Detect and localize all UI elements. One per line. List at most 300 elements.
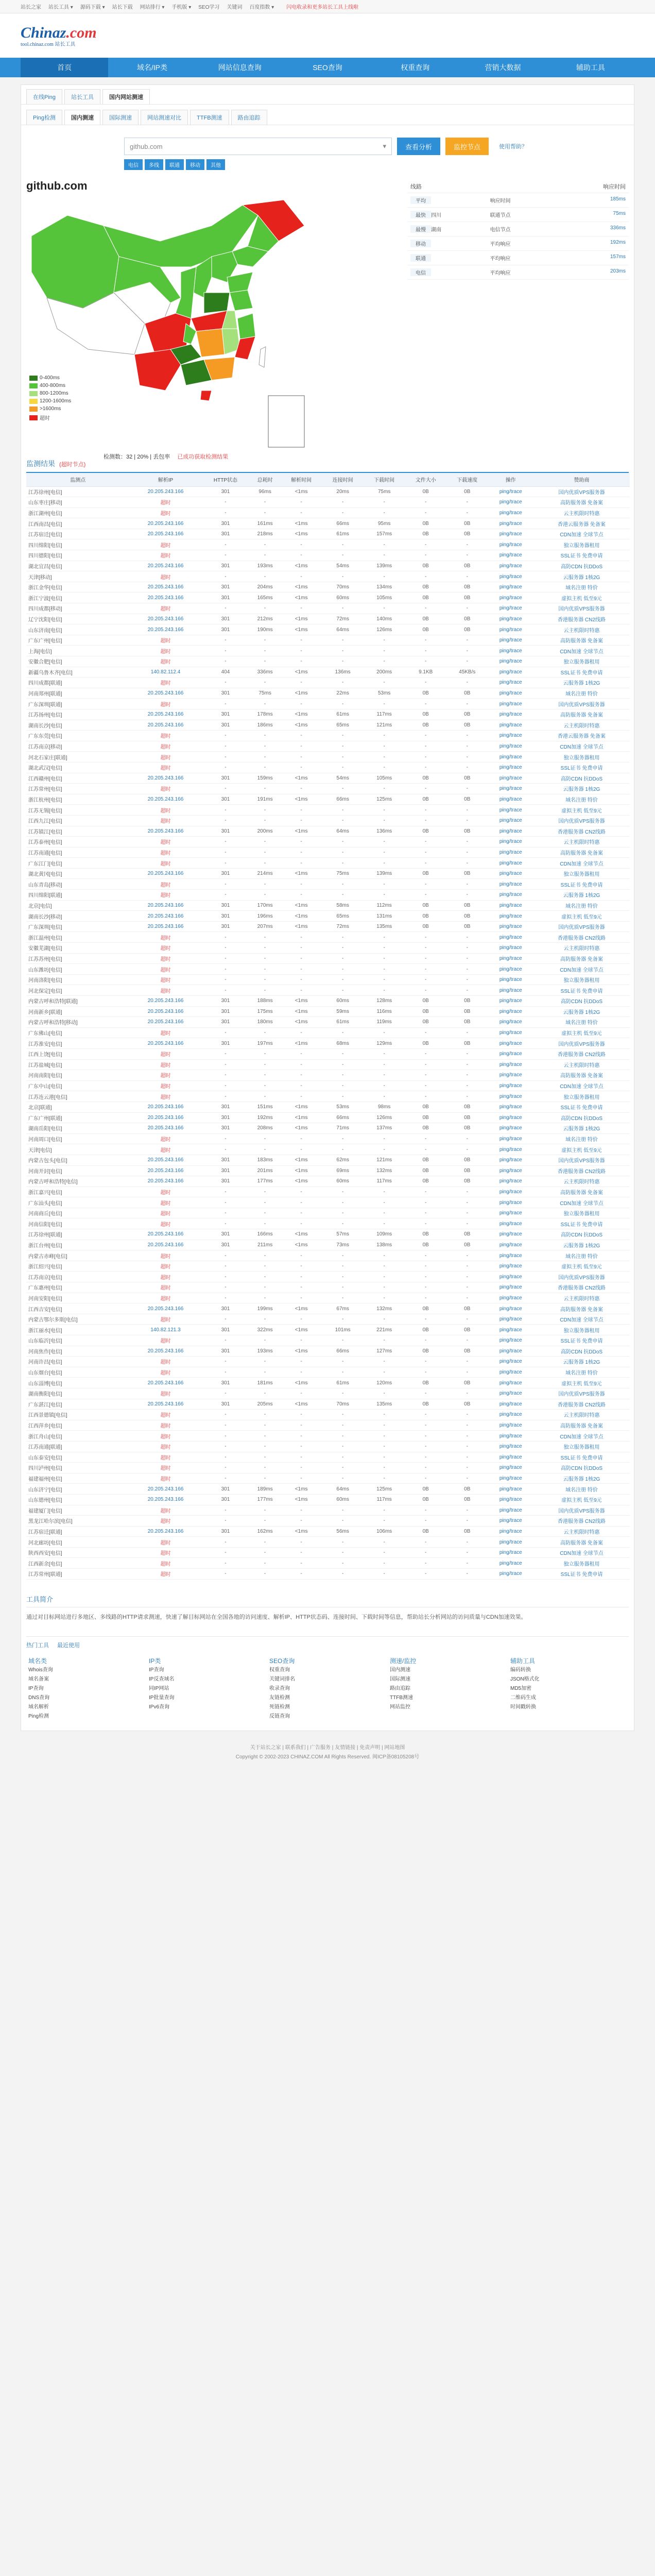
ping-trace-link[interactable]: ping/trace bbox=[488, 985, 533, 996]
sponsor-link[interactable]: 高防CDN 抗DDoS bbox=[533, 1229, 630, 1240]
ping-trace-link[interactable]: ping/trace bbox=[488, 996, 533, 1007]
ping-trace-link[interactable]: ping/trace bbox=[488, 539, 533, 550]
sponsor-link[interactable]: 香港服务器 CN2线路 bbox=[533, 1399, 630, 1410]
ping-trace-link[interactable]: ping/trace bbox=[488, 1080, 533, 1091]
resolved-ip[interactable]: 超时 bbox=[130, 1367, 202, 1378]
category-link[interactable]: 域名备案 bbox=[28, 1676, 49, 1682]
sponsor-link[interactable]: 高防CDN 抗DDoS bbox=[533, 1346, 630, 1357]
resolved-ip[interactable]: 超时 bbox=[130, 974, 202, 985]
resolved-ip[interactable]: 超时 bbox=[130, 762, 202, 773]
resolved-ip[interactable]: 超时 bbox=[130, 1091, 202, 1102]
top-link[interactable]: 网站排行 ▾ bbox=[140, 5, 165, 10]
ping-trace-link[interactable]: ping/trace bbox=[488, 1505, 533, 1516]
region-hubei[interactable] bbox=[191, 311, 227, 331]
breadcrumb-tab[interactable]: 国内网站测速 bbox=[102, 89, 150, 104]
ping-trace-link[interactable]: ping/trace bbox=[488, 1197, 533, 1208]
category-link[interactable]: 关键词排名 bbox=[269, 1676, 295, 1682]
sponsor-link[interactable]: CDN加速 全球节点 bbox=[533, 964, 630, 975]
sponsor-link[interactable]: 域名注册 特价 bbox=[533, 1250, 630, 1261]
sponsor-link[interactable]: 虚拟主机 低至9元 bbox=[533, 1027, 630, 1038]
ping-trace-link[interactable]: ping/trace bbox=[488, 699, 533, 709]
ping-trace-link[interactable]: ping/trace bbox=[488, 1388, 533, 1399]
sponsor-link[interactable]: 独立服务器租用 bbox=[533, 868, 630, 879]
sponsor-link[interactable]: 国内优质VPS服务器 bbox=[533, 921, 630, 932]
nav-item[interactable]: 辅助工具 bbox=[576, 63, 605, 72]
sponsor-link[interactable]: 云服务器 1核2G bbox=[533, 1473, 630, 1484]
resolved-ip[interactable]: 20.205.243.166 bbox=[130, 614, 202, 624]
ping-trace-link[interactable]: ping/trace bbox=[488, 497, 533, 508]
ping-trace-link[interactable]: ping/trace bbox=[488, 1431, 533, 1442]
resolved-ip[interactable]: 20.205.243.166 bbox=[130, 624, 202, 635]
sponsor-link[interactable]: SSL证书 免费申请 bbox=[533, 879, 630, 890]
ping-trace-link[interactable]: ping/trace bbox=[488, 1187, 533, 1197]
ping-trace-link[interactable]: ping/trace bbox=[488, 603, 533, 614]
sponsor-link[interactable]: 独立服务器租用 bbox=[533, 539, 630, 550]
ping-trace-link[interactable]: ping/trace bbox=[488, 1357, 533, 1367]
ping-trace-link[interactable]: ping/trace bbox=[488, 826, 533, 837]
ping-trace-link[interactable]: ping/trace bbox=[488, 762, 533, 773]
top-link[interactable]: 源码下载 ▾ bbox=[80, 5, 105, 10]
sponsor-link[interactable]: 高防服务器 免备案 bbox=[533, 497, 630, 508]
sponsor-link[interactable]: 国内优质VPS服务器 bbox=[533, 1038, 630, 1049]
sponsor-link[interactable]: 国内优质VPS服务器 bbox=[533, 815, 630, 826]
resolved-ip[interactable]: 超时 bbox=[130, 1293, 202, 1303]
tool-tab[interactable]: 国际测速 bbox=[102, 110, 139, 125]
resolved-ip[interactable]: 超时 bbox=[130, 1441, 202, 1452]
sponsor-link[interactable]: CDN加速 全球节点 bbox=[533, 1314, 630, 1325]
line-chip[interactable]: 移动 bbox=[186, 159, 204, 170]
sponsor-link[interactable]: 高防CDN 抗DDoS bbox=[533, 1112, 630, 1123]
ping-trace-link[interactable]: ping/trace bbox=[488, 1473, 533, 1484]
category-link[interactable]: 时间戳转换 bbox=[510, 1704, 536, 1710]
sponsor-link[interactable]: 虚拟主机 低至9元 bbox=[533, 805, 630, 816]
ping-trace-link[interactable]: ping/trace bbox=[488, 561, 533, 571]
ping-trace-link[interactable]: ping/trace bbox=[488, 529, 533, 539]
ping-trace-link[interactable]: ping/trace bbox=[488, 1293, 533, 1303]
sponsor-link[interactable]: 云服务器 1核2G bbox=[533, 1123, 630, 1134]
resolved-ip[interactable]: 超时 bbox=[130, 805, 202, 816]
category-link[interactable]: TTFB测速 bbox=[390, 1694, 413, 1701]
sponsor-link[interactable]: 云主机限时特惠 bbox=[533, 624, 630, 635]
ping-trace-link[interactable]: ping/trace bbox=[488, 1569, 533, 1580]
ping-trace-link[interactable]: ping/trace bbox=[488, 1367, 533, 1378]
resolved-ip[interactable]: 超时 bbox=[130, 1080, 202, 1091]
resolved-ip[interactable]: 20.205.243.166 bbox=[130, 518, 202, 529]
sponsor-link[interactable]: 独立服务器租用 bbox=[533, 752, 630, 762]
resolved-ip[interactable]: 20.205.243.166 bbox=[130, 921, 202, 932]
sponsor-link[interactable]: 香港云服务器 免备案 bbox=[533, 731, 630, 741]
sponsor-link[interactable]: 独立服务器租用 bbox=[533, 974, 630, 985]
resolved-ip[interactable]: 20.205.243.166 bbox=[130, 1526, 202, 1537]
ping-trace-link[interactable]: ping/trace bbox=[488, 1399, 533, 1410]
sponsor-link[interactable]: SSL证书 免费申请 bbox=[533, 1218, 630, 1229]
ping-trace-link[interactable]: ping/trace bbox=[488, 1165, 533, 1176]
sponsor-link[interactable]: 独立服务器租用 bbox=[533, 1091, 630, 1102]
resolved-ip[interactable]: 超时 bbox=[130, 837, 202, 848]
ping-trace-link[interactable]: ping/trace bbox=[488, 837, 533, 848]
sponsor-link[interactable]: CDN加速 全球节点 bbox=[533, 1431, 630, 1442]
resolved-ip[interactable]: 超时 bbox=[130, 847, 202, 858]
resolved-ip[interactable]: 超时 bbox=[130, 1187, 202, 1197]
resolved-ip[interactable]: 超时 bbox=[130, 1463, 202, 1473]
category-link[interactable]: 权重查询 bbox=[269, 1667, 290, 1673]
category-link[interactable]: 域名解析 bbox=[28, 1704, 49, 1710]
resolved-ip[interactable]: 20.205.243.166 bbox=[130, 794, 202, 805]
resolved-ip[interactable]: 20.205.243.166 bbox=[130, 1155, 202, 1165]
ping-trace-link[interactable]: ping/trace bbox=[488, 752, 533, 762]
resolved-ip[interactable]: 超时 bbox=[130, 1537, 202, 1548]
ping-trace-link[interactable]: ping/trace bbox=[488, 974, 533, 985]
resolved-ip[interactable]: 超时 bbox=[130, 953, 202, 964]
resolved-ip[interactable]: 20.205.243.166 bbox=[130, 1346, 202, 1357]
sponsor-link[interactable]: SSL证书 免费申请 bbox=[533, 762, 630, 773]
sponsor-link[interactable]: SSL证书 免费申请 bbox=[533, 1452, 630, 1463]
resolved-ip[interactable]: 超时 bbox=[130, 1261, 202, 1272]
resolved-ip[interactable]: 超时 bbox=[130, 943, 202, 954]
top-link[interactable]: SEO学习 bbox=[198, 5, 220, 10]
ping-trace-link[interactable]: ping/trace bbox=[488, 1314, 533, 1325]
resolved-ip[interactable]: 超时 bbox=[130, 1505, 202, 1516]
url-input[interactable]: github.com ▾ bbox=[124, 138, 392, 155]
resolved-ip[interactable]: 140.82.112.4 bbox=[130, 667, 202, 677]
resolved-ip[interactable]: 20.205.243.166 bbox=[130, 592, 202, 603]
category-link[interactable]: 编码转换 bbox=[510, 1667, 531, 1673]
sponsor-link[interactable]: 香港服务器 CN2线路 bbox=[533, 826, 630, 837]
ping-trace-link[interactable]: ping/trace bbox=[488, 1048, 533, 1059]
nav-item[interactable]: 网站信息查询 bbox=[218, 63, 262, 72]
category-link[interactable]: 二维码生成 bbox=[510, 1694, 536, 1701]
top-link[interactable]: 百度指数 ▾ bbox=[249, 5, 274, 10]
resolved-ip[interactable]: 20.205.243.166 bbox=[130, 1006, 202, 1017]
ping-trace-link[interactable]: ping/trace bbox=[488, 911, 533, 922]
resolved-ip[interactable]: 20.205.243.166 bbox=[130, 1038, 202, 1049]
sponsor-link[interactable]: 独立服务器租用 bbox=[533, 1325, 630, 1335]
line-chip[interactable]: 多线 bbox=[145, 159, 163, 170]
resolved-ip[interactable]: 超时 bbox=[130, 1473, 202, 1484]
ping-trace-link[interactable]: ping/trace bbox=[488, 1261, 533, 1272]
ping-trace-link[interactable]: ping/trace bbox=[488, 507, 533, 518]
ping-trace-link[interactable]: ping/trace bbox=[488, 741, 533, 752]
sponsor-link[interactable]: 高防CDN 抗DDoS bbox=[533, 996, 630, 1007]
monitor-button[interactable]: 监控节点 bbox=[445, 138, 489, 155]
resolved-ip[interactable]: 超时 bbox=[130, 1070, 202, 1081]
category-link[interactable]: Whois查询 bbox=[28, 1667, 53, 1673]
resolved-ip[interactable]: 20.205.243.166 bbox=[130, 996, 202, 1007]
resolved-ip[interactable]: 超时 bbox=[130, 571, 202, 582]
top-notice[interactable]: 闪电收录和更多站长工具上线啦 bbox=[286, 5, 359, 10]
ping-trace-link[interactable]: ping/trace bbox=[488, 667, 533, 677]
sponsor-link[interactable]: 虚拟主机 低至9元 bbox=[533, 911, 630, 922]
ping-trace-link[interactable]: ping/trace bbox=[488, 635, 533, 646]
ping-trace-link[interactable]: ping/trace bbox=[488, 879, 533, 890]
category-link[interactable]: 友链检测 bbox=[269, 1694, 290, 1701]
sponsor-link[interactable]: SSL证书 免费申请 bbox=[533, 985, 630, 996]
ping-trace-link[interactable]: ping/trace bbox=[488, 1218, 533, 1229]
ping-trace-link[interactable]: ping/trace bbox=[488, 794, 533, 805]
sponsor-link[interactable]: 域名注册 特价 bbox=[533, 900, 630, 911]
region-yunnan[interactable] bbox=[134, 349, 181, 391]
region-taiwan[interactable] bbox=[259, 347, 266, 367]
resolved-ip[interactable]: 超时 bbox=[130, 1388, 202, 1399]
sponsor-link[interactable]: 高防服务器 免备案 bbox=[533, 953, 630, 964]
resolved-ip[interactable]: 超时 bbox=[130, 646, 202, 656]
category-link[interactable]: IP反查域名 bbox=[149, 1676, 175, 1682]
resolved-ip[interactable]: 超时 bbox=[130, 1144, 202, 1155]
ping-trace-link[interactable]: ping/trace bbox=[488, 720, 533, 731]
sponsor-link[interactable]: 域名注册 特价 bbox=[533, 582, 630, 592]
breadcrumb-tab[interactable]: 在线Ping bbox=[26, 89, 62, 104]
resolved-ip[interactable]: 超时 bbox=[130, 1314, 202, 1325]
ping-trace-link[interactable]: ping/trace bbox=[488, 1410, 533, 1420]
category-tab[interactable]: 热门工具 bbox=[26, 1642, 49, 1649]
category-link[interactable]: 网站监控 bbox=[390, 1704, 410, 1710]
ping-trace-link[interactable]: ping/trace bbox=[488, 1282, 533, 1293]
resolved-ip[interactable]: 超时 bbox=[130, 985, 202, 996]
resolved-ip[interactable]: 超时 bbox=[130, 1282, 202, 1293]
resolved-ip[interactable]: 20.205.243.166 bbox=[130, 1123, 202, 1134]
ping-trace-link[interactable]: ping/trace bbox=[488, 921, 533, 932]
ping-trace-link[interactable]: ping/trace bbox=[488, 1452, 533, 1463]
ping-trace-link[interactable]: ping/trace bbox=[488, 1059, 533, 1070]
sponsor-link[interactable]: 虚拟主机 低至9元 bbox=[533, 1378, 630, 1388]
resolved-ip[interactable]: 20.205.243.166 bbox=[130, 868, 202, 879]
sponsor-link[interactable]: 云服务器 1核2G bbox=[533, 677, 630, 688]
resolved-ip[interactable]: 超时 bbox=[130, 731, 202, 741]
resolved-ip[interactable]: 超时 bbox=[130, 879, 202, 890]
line-chip[interactable]: 电信 bbox=[124, 159, 143, 170]
sponsor-link[interactable]: 高防服务器 免备案 bbox=[533, 1537, 630, 1548]
ping-trace-link[interactable]: ping/trace bbox=[488, 624, 533, 635]
resolved-ip[interactable]: 超时 bbox=[130, 699, 202, 709]
sponsor-link[interactable]: 虚拟主机 低至9元 bbox=[533, 1261, 630, 1272]
ping-trace-link[interactable]: ping/trace bbox=[488, 1133, 533, 1144]
category-link[interactable]: DNS查询 bbox=[28, 1694, 50, 1701]
ping-trace-link[interactable]: ping/trace bbox=[488, 1017, 533, 1028]
resolved-ip[interactable]: 超时 bbox=[130, 497, 202, 508]
resolved-ip[interactable]: 20.205.243.166 bbox=[130, 582, 202, 592]
sponsor-link[interactable]: 香港服务器 CN2线路 bbox=[533, 1282, 630, 1293]
sponsor-link[interactable]: 高防服务器 免备案 bbox=[533, 847, 630, 858]
resolved-ip[interactable]: 20.205.243.166 bbox=[130, 773, 202, 784]
resolved-ip[interactable]: 超时 bbox=[130, 1208, 202, 1218]
ping-trace-link[interactable]: ping/trace bbox=[488, 1537, 533, 1548]
resolved-ip[interactable]: 超时 bbox=[130, 1420, 202, 1431]
sponsor-link[interactable]: 香港服务器 CN2线路 bbox=[533, 1048, 630, 1059]
ping-trace-link[interactable]: ping/trace bbox=[488, 900, 533, 911]
ping-trace-link[interactable]: ping/trace bbox=[488, 815, 533, 826]
tool-tab[interactable]: 国内测速 bbox=[64, 110, 100, 125]
resolved-ip[interactable]: 超时 bbox=[130, 677, 202, 688]
category-link[interactable]: Ping检测 bbox=[28, 1713, 49, 1719]
sponsor-link[interactable]: 高防服务器 免备案 bbox=[533, 1420, 630, 1431]
sponsor-link[interactable]: 域名注册 特价 bbox=[533, 1367, 630, 1378]
ping-trace-link[interactable]: ping/trace bbox=[488, 953, 533, 964]
line-chip[interactable]: 联通 bbox=[165, 159, 184, 170]
ping-trace-link[interactable]: ping/trace bbox=[488, 1325, 533, 1335]
region-zhejiang[interactable] bbox=[237, 313, 255, 339]
category-link[interactable]: IP批量查询 bbox=[149, 1694, 175, 1701]
ping-trace-link[interactable]: ping/trace bbox=[488, 1208, 533, 1218]
resolved-ip[interactable]: 20.205.243.166 bbox=[130, 709, 202, 720]
footer-links[interactable]: 关于站长之家 | 联系我们 | 广告服务 | 友情链接 | 免责声明 | 网站地图 bbox=[250, 1744, 405, 1751]
resolved-ip[interactable]: 超时 bbox=[130, 1357, 202, 1367]
line-chip[interactable]: 其他 bbox=[206, 159, 225, 170]
ping-trace-link[interactable]: ping/trace bbox=[488, 709, 533, 720]
ping-trace-link[interactable]: ping/trace bbox=[488, 614, 533, 624]
tool-tab[interactable]: 网站测速对比 bbox=[141, 110, 188, 125]
sponsor-link[interactable]: 香港服务器 CN2线路 bbox=[533, 1516, 630, 1527]
ping-trace-link[interactable]: ping/trace bbox=[488, 1176, 533, 1187]
ping-trace-link[interactable]: ping/trace bbox=[488, 1006, 533, 1017]
tool-tab[interactable]: 路由追踪 bbox=[231, 110, 267, 125]
category-link[interactable]: 同IP网站 bbox=[149, 1685, 169, 1691]
sponsor-link[interactable]: 国内优质VPS服务器 bbox=[533, 1272, 630, 1282]
resolved-ip[interactable]: 超时 bbox=[130, 1250, 202, 1261]
category-link[interactable]: IP查询 bbox=[28, 1685, 44, 1691]
resolved-ip[interactable]: 20.205.243.166 bbox=[130, 826, 202, 837]
nav-item[interactable]: SEO查询 bbox=[313, 63, 342, 72]
ping-trace-link[interactable]: ping/trace bbox=[488, 688, 533, 699]
ping-trace-link[interactable]: ping/trace bbox=[488, 656, 533, 667]
ping-trace-link[interactable]: ping/trace bbox=[488, 1123, 533, 1134]
ping-trace-link[interactable]: ping/trace bbox=[488, 868, 533, 879]
resolved-ip[interactable]: 超时 bbox=[130, 539, 202, 550]
ping-trace-link[interactable]: ping/trace bbox=[488, 858, 533, 869]
ping-trace-link[interactable]: ping/trace bbox=[488, 486, 533, 497]
sponsor-link[interactable]: 云主机限时特惠 bbox=[533, 943, 630, 954]
ping-trace-link[interactable]: ping/trace bbox=[488, 1494, 533, 1505]
resolved-ip[interactable]: 20.205.243.166 bbox=[130, 561, 202, 571]
logo[interactable]: Chinaz.com tool.chinaz.com 站长工具 bbox=[21, 24, 97, 47]
ping-trace-link[interactable]: ping/trace bbox=[488, 1101, 533, 1112]
sponsor-link[interactable]: 香港云服务器 免备案 bbox=[533, 518, 630, 529]
resolved-ip[interactable]: 超时 bbox=[130, 1048, 202, 1059]
category-link[interactable]: 国内测速 bbox=[390, 1667, 410, 1673]
category-link[interactable]: JSON格式化 bbox=[510, 1676, 540, 1682]
resolved-ip[interactable]: 20.205.243.166 bbox=[130, 1399, 202, 1410]
ping-trace-link[interactable]: ping/trace bbox=[488, 1346, 533, 1357]
sponsor-link[interactable]: 香港服务器 CN2线路 bbox=[533, 614, 630, 624]
sponsor-link[interactable]: CDN加速 全球节点 bbox=[533, 741, 630, 752]
resolved-ip[interactable]: 超时 bbox=[130, 656, 202, 667]
sponsor-link[interactable]: 香港服务器 CN2线路 bbox=[533, 932, 630, 943]
ping-trace-link[interactable]: ping/trace bbox=[488, 1027, 533, 1038]
sponsor-link[interactable]: 云服务器 1核2G bbox=[533, 1240, 630, 1250]
ping-trace-link[interactable]: ping/trace bbox=[488, 518, 533, 529]
check-button[interactable]: 查看分析 bbox=[397, 138, 440, 155]
sponsor-link[interactable]: 高防服务器 免备案 bbox=[533, 1303, 630, 1314]
resolved-ip[interactable]: 超时 bbox=[130, 858, 202, 869]
help-link[interactable]: 使用帮助？ bbox=[499, 144, 528, 150]
resolved-ip[interactable]: 20.205.243.166 bbox=[130, 1176, 202, 1187]
resolved-ip[interactable]: 超时 bbox=[130, 603, 202, 614]
tool-tab[interactable]: TTFB测速 bbox=[190, 110, 229, 125]
ping-trace-link[interactable]: ping/trace bbox=[488, 1378, 533, 1388]
resolved-ip[interactable]: 超时 bbox=[130, 507, 202, 518]
sponsor-link[interactable]: 云服务器 1核2G bbox=[533, 890, 630, 901]
resolved-ip[interactable]: 20.205.243.166 bbox=[130, 1017, 202, 1028]
resolved-ip[interactable]: 20.205.243.166 bbox=[130, 1378, 202, 1388]
resolved-ip[interactable]: 超时 bbox=[130, 1452, 202, 1463]
resolved-ip[interactable]: 超时 bbox=[130, 1547, 202, 1558]
ping-trace-link[interactable]: ping/trace bbox=[488, 1070, 533, 1081]
region-hainan[interactable] bbox=[200, 391, 212, 401]
nav-item[interactable]: 首页 bbox=[21, 58, 108, 77]
sponsor-link[interactable]: 高防CDN 抗DDoS bbox=[533, 1463, 630, 1473]
sponsor-link[interactable]: 虚拟主机 低至9元 bbox=[533, 592, 630, 603]
ping-trace-link[interactable]: ping/trace bbox=[488, 550, 533, 561]
top-link[interactable]: 手机版 ▾ bbox=[171, 5, 192, 10]
sponsor-link[interactable]: 国内优质VPS服务器 bbox=[533, 603, 630, 614]
resolved-ip[interactable]: 超时 bbox=[130, 815, 202, 826]
category-link[interactable]: 国际测速 bbox=[390, 1676, 410, 1682]
sponsor-link[interactable]: SSL证书 免费申请 bbox=[533, 1101, 630, 1112]
region-henan[interactable] bbox=[204, 293, 230, 313]
breadcrumb-tab[interactable]: 站长工具 bbox=[64, 89, 100, 104]
ping-trace-link[interactable]: ping/trace bbox=[488, 1420, 533, 1431]
resolved-ip[interactable]: 超时 bbox=[130, 1431, 202, 1442]
sponsor-link[interactable]: 国内优质VPS服务器 bbox=[533, 1388, 630, 1399]
sponsor-link[interactable]: 云服务器 1核2G bbox=[533, 1357, 630, 1367]
sponsor-link[interactable]: 域名注册 特价 bbox=[533, 794, 630, 805]
category-link[interactable]: 路由追踪 bbox=[390, 1685, 410, 1691]
resolved-ip[interactable]: 20.205.243.166 bbox=[130, 1112, 202, 1123]
ping-trace-link[interactable]: ping/trace bbox=[488, 1112, 533, 1123]
sponsor-link[interactable]: CDN加速 全球节点 bbox=[533, 529, 630, 539]
resolved-ip[interactable]: 140.82.121.3 bbox=[130, 1325, 202, 1335]
ping-trace-link[interactable]: ping/trace bbox=[488, 677, 533, 688]
resolved-ip[interactable]: 超时 bbox=[130, 1335, 202, 1346]
ping-trace-link[interactable]: ping/trace bbox=[488, 847, 533, 858]
sponsor-link[interactable]: 云主机限时特惠 bbox=[533, 1293, 630, 1303]
sponsor-link[interactable]: 高防服务器 免备案 bbox=[533, 1070, 630, 1081]
resolved-ip[interactable]: 20.205.243.166 bbox=[130, 529, 202, 539]
resolved-ip[interactable]: 超时 bbox=[130, 1410, 202, 1420]
sponsor-link[interactable]: 国内优质VPS服务器 bbox=[533, 699, 630, 709]
resolved-ip[interactable]: 超时 bbox=[130, 890, 202, 901]
resolved-ip[interactable]: 超时 bbox=[130, 1218, 202, 1229]
category-link[interactable]: IPv6查询 bbox=[149, 1704, 170, 1710]
sponsor-link[interactable]: 云主机限时特惠 bbox=[533, 1176, 630, 1187]
resolved-ip[interactable]: 20.205.243.166 bbox=[130, 1303, 202, 1314]
sponsor-link[interactable]: SSL证书 免费申请 bbox=[533, 667, 630, 677]
resolved-ip[interactable]: 超时 bbox=[130, 964, 202, 975]
sponsor-link[interactable]: CDN加速 全球节点 bbox=[533, 1080, 630, 1091]
ping-trace-link[interactable]: ping/trace bbox=[488, 592, 533, 603]
category-tab[interactable]: 最近使用 bbox=[57, 1642, 80, 1649]
resolved-ip[interactable]: 20.205.243.166 bbox=[130, 720, 202, 731]
ping-trace-link[interactable]: ping/trace bbox=[488, 1250, 533, 1261]
ping-trace-link[interactable]: ping/trace bbox=[488, 932, 533, 943]
sponsor-link[interactable]: 高防服务器 免备案 bbox=[533, 709, 630, 720]
ping-trace-link[interactable]: ping/trace bbox=[488, 1155, 533, 1165]
tool-tab[interactable]: Ping检测 bbox=[26, 110, 62, 125]
sponsor-link[interactable]: 云主机限时特惠 bbox=[533, 837, 630, 848]
ping-trace-link[interactable]: ping/trace bbox=[488, 1441, 533, 1452]
resolved-ip[interactable]: 20.205.243.166 bbox=[130, 1494, 202, 1505]
category-link[interactable]: 死链检测 bbox=[269, 1704, 290, 1710]
nav-item[interactable]: 域名/IP类 bbox=[136, 63, 167, 72]
sponsor-link[interactable]: 国内优质VPS服务器 bbox=[533, 1155, 630, 1165]
ping-trace-link[interactable]: ping/trace bbox=[488, 943, 533, 954]
sponsor-link[interactable]: 域名注册 特价 bbox=[533, 1017, 630, 1028]
ping-trace-link[interactable]: ping/trace bbox=[488, 1240, 533, 1250]
ping-trace-link[interactable]: ping/trace bbox=[488, 773, 533, 784]
sponsor-link[interactable]: 云主机限时特惠 bbox=[533, 507, 630, 518]
ping-trace-link[interactable]: ping/trace bbox=[488, 1335, 533, 1346]
resolved-ip[interactable]: 20.205.243.166 bbox=[130, 486, 202, 497]
resolved-ip[interactable]: 超时 bbox=[130, 752, 202, 762]
